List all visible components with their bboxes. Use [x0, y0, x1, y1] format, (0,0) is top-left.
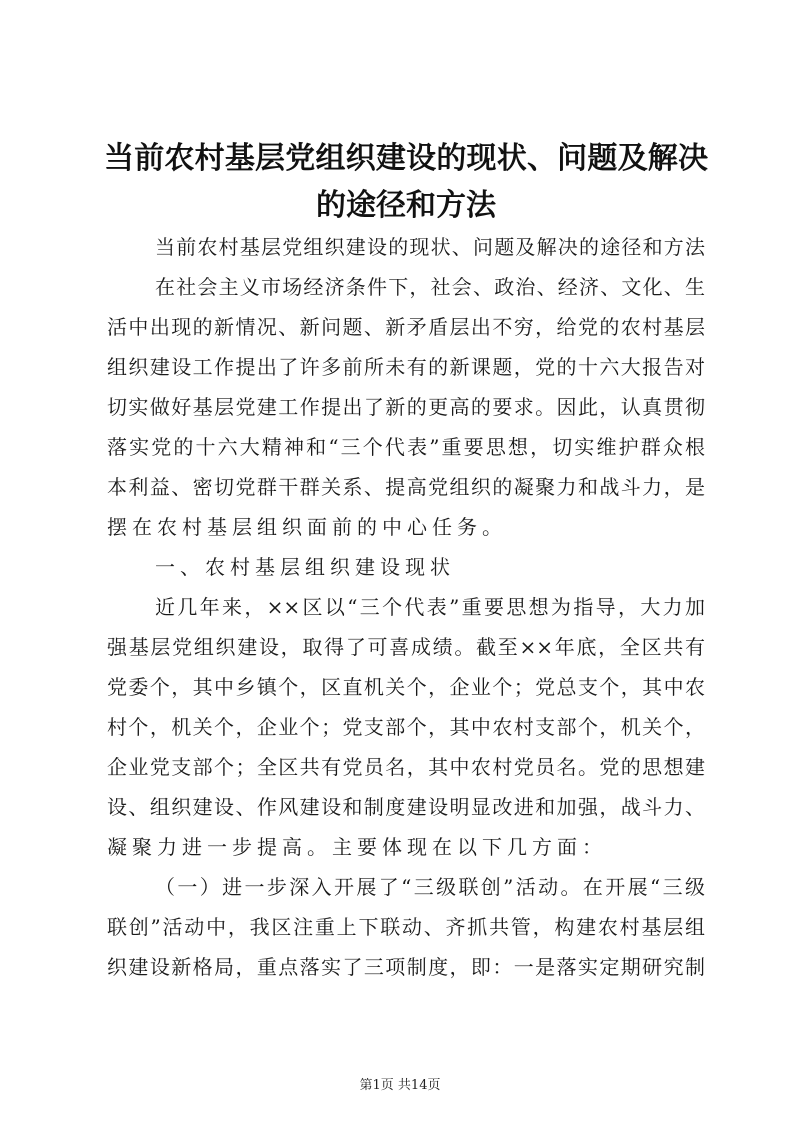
text-line: 联创”活动中，我区注重上下联动、齐抓共管，构建农村基层组 [107, 915, 705, 939]
document-title-line-1: 当前农村基层党组织建设的现状、问题及解决 [104, 141, 708, 176]
document-title-line-2: 的途径和方法 [316, 188, 496, 223]
text-line: 强基层党组织建设，取得了可喜成绩。截至××年底，全区共有 [107, 635, 705, 659]
text-line: 在社会主义市场经济条件下，社会、政治、经济、文化、生 [155, 275, 705, 299]
text-line: 村个，机关个，企业个；党支部个，其中农村支部个，机关个， [107, 715, 705, 739]
text-line: 党委个，其中乡镇个，区直机关个，企业个；党总支个，其中农 [107, 675, 705, 699]
text-line: 企业党支部个；全区共有党员名，其中农村党员名。党的思想建 [107, 755, 705, 779]
text-line: 织建设新格局，重点落实了三项制度，即：一是落实定期研究制 [107, 955, 705, 979]
text-line: 本利益、密切党群干群关系、提高党组织的凝聚力和战斗力，是 [107, 475, 705, 499]
text-line: 活中出现的新情况、新问题、新矛盾层出不穷，给党的农村基层 [107, 315, 705, 339]
text-line: 凝聚力进一步提高。主要体现在以下几方面： [107, 835, 607, 859]
text-line: 组织建设工作提出了许多前所未有的新课题，党的十六大报告对 [107, 355, 705, 379]
text-line: 摆在农村基层组织面前的中心任务。 [107, 515, 507, 539]
text-line: 落实党的十六大精神和“三个代表”重要思想，切实维护群众根 [107, 435, 705, 459]
text-line: 近几年来，××区以“三个代表”重要思想为指导，大力加 [155, 595, 705, 619]
text-line: （一）进一步深入开展了“三级联创”活动。在开展“三级 [155, 875, 705, 899]
text-line: 切实做好基层党建工作提出了新的更高的要求。因此，认真贯彻 [107, 395, 705, 419]
page-footer: 第1页 共14页 [359, 1078, 441, 1093]
text-line: 设、组织建设、作风建设和制度建设明显改进和加强，战斗力、 [107, 795, 705, 819]
text-line: 一、农村基层组织建设现状 [155, 555, 455, 579]
text-line: 当前农村基层党组织建设的现状、问题及解决的途径和方法 [155, 235, 705, 259]
document-body [107, 227, 705, 987]
